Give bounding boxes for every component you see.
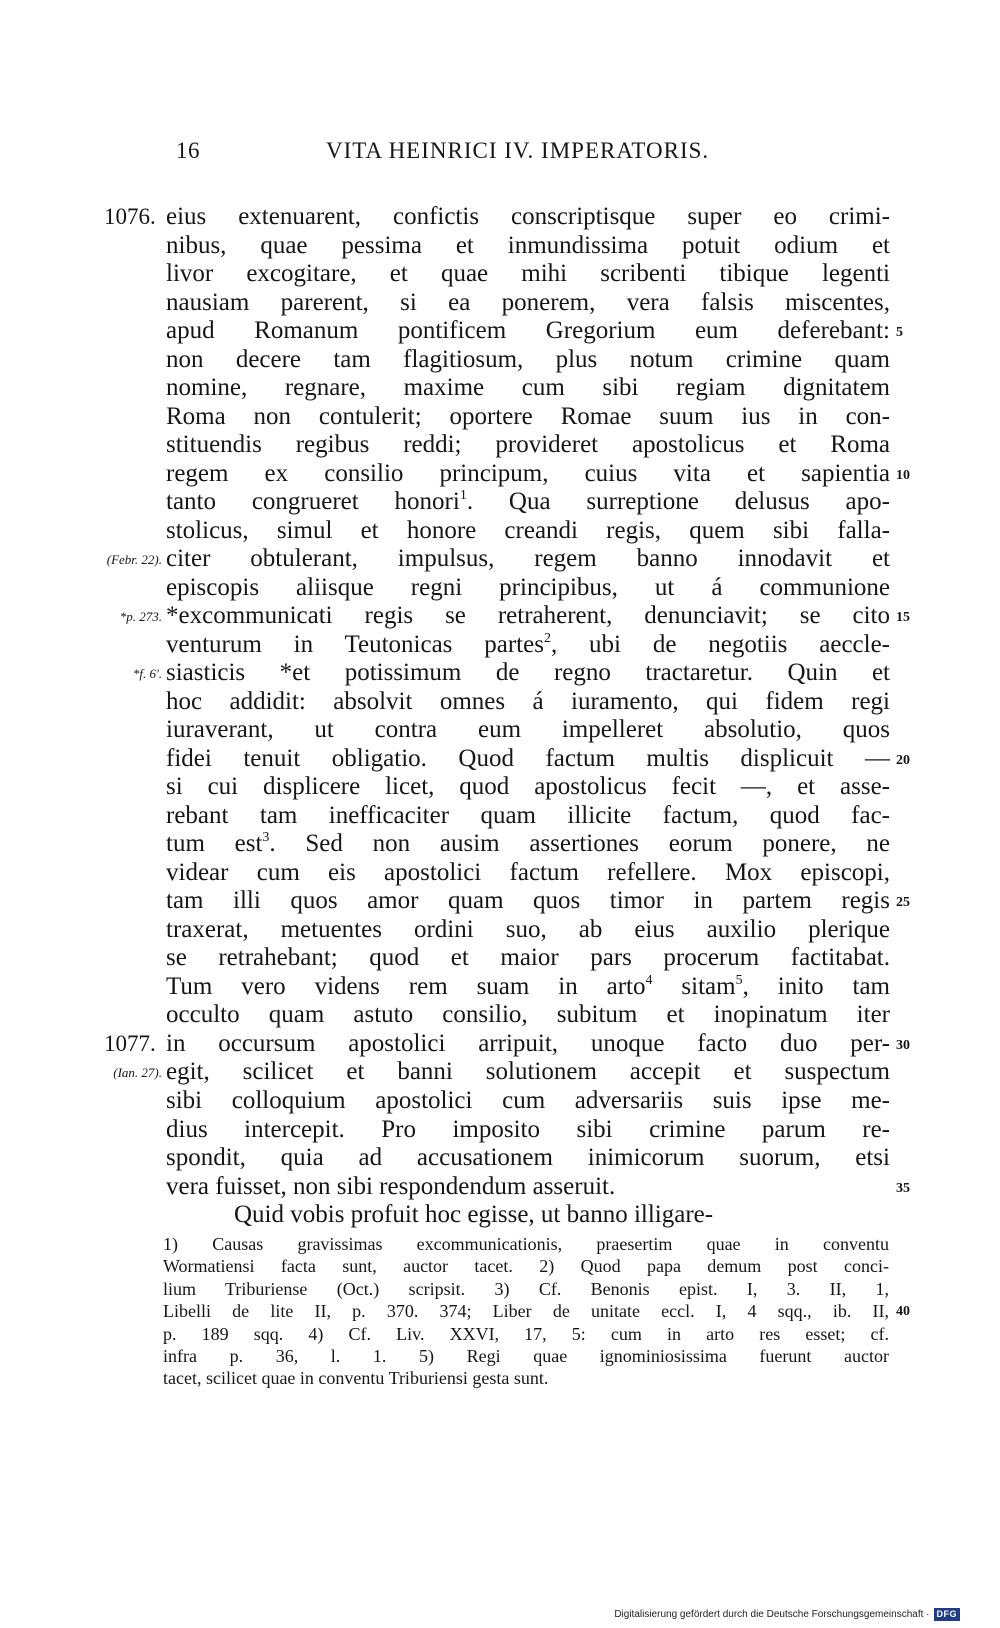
line-text-part: apud Romanum pontificem Gregorium eum deferebant: [166,317,890,345]
line-number: 35 [896,1180,910,1196]
line-text-part: si cui displicere licet, quod apostolicus fecit —, et asse- [166,773,890,801]
line-text-part: in occursum apostolici arripuit, unoque facto duo per- [166,1029,890,1057]
text-line [0,431,1000,460]
running-head [0,138,1000,178]
footnote-ref: 5 [735,972,743,988]
line-text [166,659,890,688]
line-text [166,289,890,318]
text-line [0,887,1000,916]
line-text-part: sibi colloquium apostolici cum adversariis suis ipse me- [166,1086,890,1114]
line-number: 15 [896,610,910,626]
footnote-line [0,1233,1000,1255]
footnote-ref: 3 [262,830,270,846]
digitization-note [614,1608,960,1622]
line-text [166,545,890,574]
line-text-part: eius extenuarent, confictis conscriptisque super eo crimi- [166,203,890,230]
footnote-line [0,1345,1000,1367]
main-text [0,203,1000,1230]
line-text-part: egit, scilicet et banni solutionem accepit et suspectum [166,1058,890,1086]
line-text-part: tanto congrueret honori [166,488,460,516]
text-line [0,944,1000,973]
line-number: 25 [896,895,910,911]
text-line [0,659,1000,688]
line-text [166,260,890,289]
line-text-part: regem ex consilio principum, cuius vita et sapientia [166,459,890,487]
line-text [166,631,890,660]
line-number: 30 [896,1037,910,1053]
line-text-part: Quid vobis profuit hoc egisse, ut banno illigare- [234,1201,714,1229]
text-line [0,232,1000,261]
line-text [166,802,890,831]
text-line [0,403,1000,432]
text-line [0,1144,1000,1173]
text-line [0,716,1000,745]
text-line [0,488,1000,517]
text-line [0,973,1000,1002]
line-text-part: se retrahebant; quod et maior pars procerum factitabat. [166,944,890,972]
margin-note: (Ian. 27). [113,1065,162,1081]
line-text-part: non decere tam flagitiosum, plus notum crimine quam [166,345,890,373]
line-text-part: nibus, quae pessima et inmundissima potuit odium et [166,231,890,259]
text-line [0,688,1000,717]
line-text [166,1030,890,1059]
footnotes [0,1233,1000,1390]
text-line [0,745,1000,774]
line-text [166,887,890,916]
footnote-line [0,1278,1000,1300]
line-text [166,517,890,546]
line-text-part: episcopis aliisque regni principibus, ut á communione [166,573,890,601]
line-text-part: . Qua surreptione delusus apo- [466,488,890,516]
line-text-part: venturum in Teutonicas partes [166,630,544,658]
line-text [166,773,890,802]
line-number: 5 [896,325,903,341]
line-text [166,1116,890,1145]
line-text-part: videar cum eis apostolici factum refellere. Mox episcopi, [166,858,890,886]
text-line [0,574,1000,603]
footnote-text: Wormatiensi facta sunt, auctor tacet. 2) Quod papa demum post conci- [163,1256,889,1277]
line-text-part: dius intercepit. Pro imposito sibi crimine parum re- [166,1115,890,1143]
text-line [0,1058,1000,1087]
line-text [166,944,890,973]
line-text-part: . Sed non ausim assertiones eorum ponere, ne [269,830,890,858]
text-line [0,1173,1000,1202]
line-text [166,346,890,375]
line-text-part: livor excogitare, et quae mihi scribenti tibique legenti [166,260,890,288]
line-text-part: sitam [652,972,736,1000]
margin-note: (Febr. 22). [106,552,162,568]
margin-note: *p. 273. [119,609,162,625]
line-text [166,1001,890,1030]
text-line [0,517,1000,546]
text-line [0,346,1000,375]
footnote-line [0,1323,1000,1345]
line-text [166,1058,890,1087]
line-text-part: occulto quam astuto consilio, subitum et inopinatum iter [166,1001,890,1029]
line-text-part: fidei tenuit obligatio. Quod factum multis displicuit — [166,744,890,772]
text-line [0,317,1000,346]
line-text [166,1173,890,1202]
page-number: 16 [176,138,200,163]
footnote-line [0,1255,1000,1277]
line-text [166,1087,890,1116]
line-text [166,317,890,346]
text-line [0,1116,1000,1145]
year-marker: 1077. [104,1030,156,1056]
text-line [0,1001,1000,1030]
text-line [0,773,1000,802]
line-text-part: citer obtulerant, impulsus, regem banno innodavit et [166,545,890,573]
text-line [0,602,1000,631]
line-text-part: spondit, quia ad accusationem inimicorum suorum, etsi [166,1144,890,1172]
text-line [0,374,1000,403]
line-text-part: stolicus, simul et honore creandi regis, quem sibi falla- [166,516,890,544]
line-number: 10 [896,467,910,483]
line-text [166,830,890,859]
text-line [0,1030,1000,1059]
line-text-part: *excommunicati regis se retraherent, denunciavit; se cito [166,602,890,630]
footnote-text: infra p. 36, l. 1. 5) Regi quae ignominiosissima fuerunt auctor [163,1345,889,1366]
line-text-part: Roma non contulerit; oportere Romae suum ius in con- [166,402,890,430]
line-text [166,574,890,603]
footnote-line [0,1300,1000,1322]
line-text [166,916,890,945]
footnote-ref: 2 [543,630,551,646]
line-text-part: tam illi quos amor quam quos timor in partem regis [166,887,890,915]
line-text-part: , inito tam [742,972,891,1000]
line-text-part: iuraverant, ut contra eum impelleret absolutio, quos [166,716,890,744]
line-text-part: rebant tam inefficaciter quam illicite factum, quod fac- [166,801,890,829]
line-text [166,1201,890,1230]
footnote-text: 1) Causas gravissimas excommunicationis, praesertim quae in conventu [163,1234,889,1254]
running-title: VITA HEINRICI IV. IMPERATORIS. [326,138,710,163]
line-text-part: stituendis regibus reddi; provideret apostolicus et Roma [166,431,890,459]
line-text-part: , ubi de negotiis aeccle- [550,630,890,658]
line-text [166,859,890,888]
line-text-part: hoc addidit: absolvit omnes á iuramento, qui fidem regi [166,687,890,715]
text-line [0,916,1000,945]
text-line [0,802,1000,831]
text-line [0,289,1000,318]
footnote-text: Libelli de lite II, p. 370. 374; Liber de unitate eccl. I, 4 sqq., ib. II, [163,1301,889,1322]
year-marker: 1076. [104,204,156,229]
footnote-ref: 4 [645,972,653,988]
digitization-text: Digitalisierung gefördert durch die Deutsche Forschungsgemeinschaft · [614,1609,930,1620]
line-text [166,460,890,489]
margin-note: *f. 6'. [132,666,162,682]
line-text [166,203,890,232]
text-line [0,545,1000,574]
line-text [166,973,890,1002]
text-line [0,1087,1000,1116]
line-text [166,1144,890,1173]
line-text-part: siasticis *et potissimum de regno tractaretur. Quin et [166,659,890,687]
text-line [0,203,1000,232]
line-text-part: Tum vero videns rem suam in arto [166,972,646,1000]
line-text-part: vera fuisset, non sibi respondendum asseruit. [166,1172,616,1200]
line-text [166,431,890,460]
line-text [166,602,890,631]
line-number: 20 [896,752,910,768]
text-line [0,260,1000,289]
line-text [166,488,890,517]
footnote-text: lium Triburiense (Oct.) scripsit. 3) Cf. Benonis epist. I, 3. II, 1, [163,1278,889,1299]
text-line [0,859,1000,888]
line-number: 40 [896,1304,910,1320]
line-text [166,374,890,403]
text-line [0,830,1000,859]
footnote-line [0,1367,1000,1389]
line-text [166,688,890,717]
line-text [166,232,890,261]
text-line [0,631,1000,660]
text-line [0,460,1000,489]
footnote-text: p. 189 sqq. 4) Cf. Liv. XXVI, 17, 5: cum in arto res esset; cf. [163,1323,889,1344]
line-text-part: traxerat, metuentes ordini suo, ab eius auxilio plerique [166,915,890,943]
line-text [166,745,890,774]
text-line [0,1201,1000,1230]
line-text-part: nausiam parerent, si ea ponerem, vera falsis miscentes, [166,288,890,316]
dfg-logo: DFG [934,1608,961,1621]
footnote-text: tacet, scilicet quae in conventu Triburiensi gesta sunt. [163,1368,549,1389]
line-text-part: tum est [166,830,263,858]
footnote-ref: 1 [459,488,467,504]
line-text-part: nomine, regnare, maxime cum sibi regiam dignitatem [166,374,890,402]
line-text [166,403,890,432]
line-text [166,716,890,745]
